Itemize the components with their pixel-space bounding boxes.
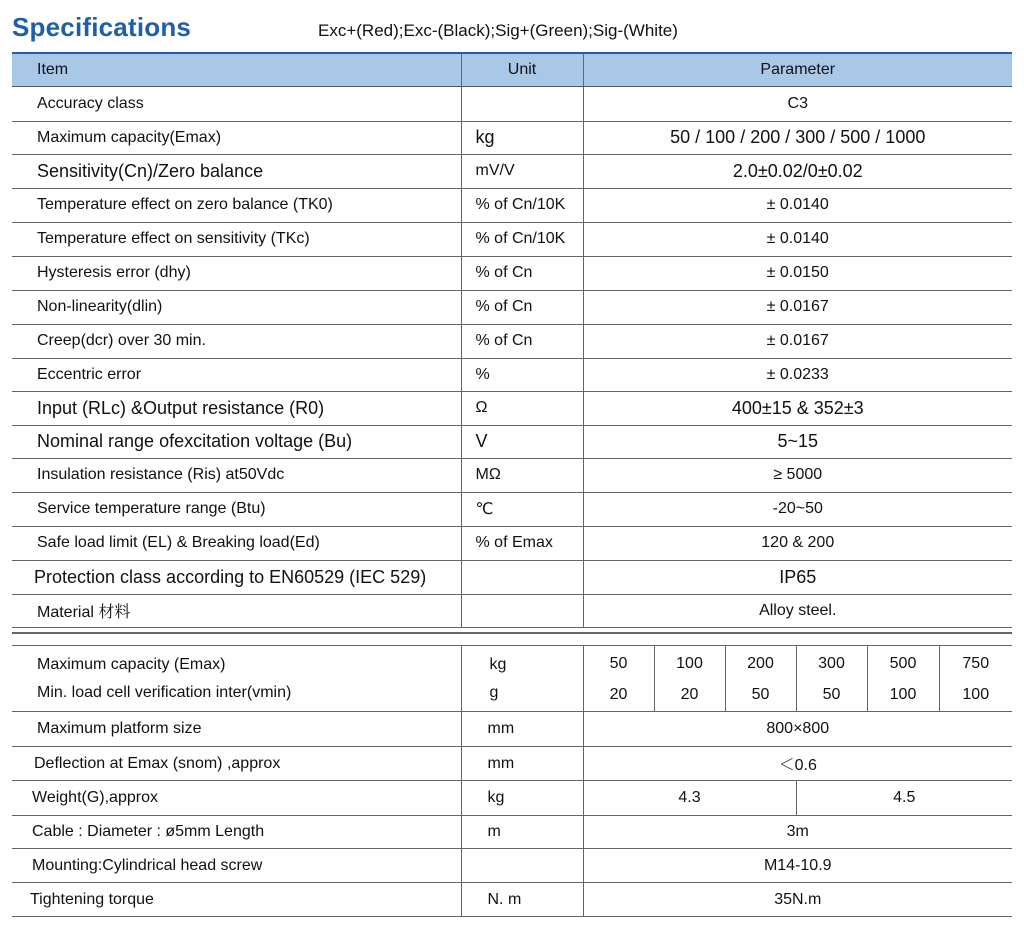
row-item: Weight(G),approx (12, 781, 461, 816)
table-row (12, 747, 1012, 781)
row-unit: mV/V (461, 154, 583, 188)
row-unit: m (461, 816, 583, 849)
row-param: 800×800 (583, 712, 1012, 747)
row-item: Accuracy class (12, 86, 461, 121)
row-item: Tightening torque (12, 883, 461, 917)
header-unit: Unit (461, 54, 583, 86)
row-item: Non-linearity(dlin) (12, 290, 461, 324)
table-row (12, 492, 1012, 526)
row-item: Mounting:Cylindrical head screw (12, 849, 461, 883)
table-row (12, 883, 1012, 917)
row-unit: V (461, 425, 583, 458)
row-param: 50 / 100 / 200 / 300 / 500 / 1000 (583, 121, 1012, 154)
row-param: 400±15 & 352±3 (583, 391, 1012, 425)
row-param: 120 & 200 (583, 526, 1012, 560)
table-row (12, 458, 1012, 492)
vmin-value: 50 (751, 685, 770, 703)
header-item: Item (12, 54, 461, 86)
capacity-unit-cell (461, 646, 583, 712)
spec-table-platform (12, 645, 1012, 917)
row-param: 5~15 (583, 425, 1012, 458)
capacity-column (654, 646, 725, 712)
row-unit: Ω (461, 391, 583, 425)
table-row (12, 86, 1012, 121)
table-row (12, 290, 1012, 324)
table-row (12, 849, 1012, 883)
vmin-value: 100 (889, 685, 917, 703)
vmin-value: 20 (680, 685, 699, 703)
row-unit: % of Cn (461, 256, 583, 290)
row-item: Nominal range ofexcitation voltage (Bu) (12, 425, 461, 458)
row-item: Eccentric error (12, 358, 461, 391)
table-row (12, 526, 1012, 560)
row-item: Input (RLc) &Output resistance (R0) (12, 391, 461, 425)
row-param: Alloy steel. (583, 594, 1012, 627)
row-unit: % of Cn/10K (461, 222, 583, 256)
emax-value: 750 (962, 654, 990, 672)
header-parameter: Parameter (583, 54, 1012, 86)
row-unit: MΩ (461, 458, 583, 492)
table-row (12, 188, 1012, 222)
row-item: Temperature effect on zero balance (TK0) (12, 188, 461, 222)
row-unit: kg (461, 121, 583, 154)
row-param: IP65 (583, 560, 1012, 594)
capacity-column (583, 646, 654, 712)
row-item: Temperature effect on sensitivity (TKc) (12, 222, 461, 256)
row-param: C3 (583, 86, 1012, 121)
row-unit: N. m (461, 883, 583, 917)
row-item: Maximum capacity(Emax) (12, 121, 461, 154)
row-item: Insulation resistance (Ris) at50Vdc (12, 458, 461, 492)
row-unit (461, 86, 583, 121)
row-param: ± 0.0167 (583, 290, 1012, 324)
row-param: 3m (583, 816, 1012, 849)
row-item: Service temperature range (Btu) (12, 492, 461, 526)
table-row (12, 781, 1012, 816)
vmin-unit: g (489, 683, 499, 701)
row-param: ± 0.0150 (583, 256, 1012, 290)
capacity-item-label: Maximum capacity (Emax) (37, 655, 226, 673)
row-param: M14-10.9 (583, 849, 1012, 883)
table-row (12, 222, 1012, 256)
row-unit: % (461, 358, 583, 391)
vmin-value: 100 (962, 685, 990, 703)
row-item: Safe load limit (EL) & Breaking load(Ed) (12, 526, 461, 560)
capacity-row (12, 646, 1012, 712)
row-param: ± 0.0140 (583, 222, 1012, 256)
page-title: Specifications (12, 12, 192, 42)
table-row (12, 425, 1012, 458)
row-unit: kg (461, 781, 583, 816)
row-unit: % of Cn/10K (461, 188, 583, 222)
table-row (12, 358, 1012, 391)
capacity-column (796, 646, 867, 712)
vmin-item-label: Min. load cell verification inter(vmin) (37, 683, 292, 701)
table-row (12, 121, 1012, 154)
row-item: Material 材料 (12, 594, 461, 627)
row-unit (461, 594, 583, 627)
section-divider (12, 632, 1012, 634)
table-row (12, 324, 1012, 358)
capacity-column (939, 646, 1012, 712)
row-unit: mm (461, 747, 583, 781)
emax-value: 200 (747, 654, 774, 672)
spec-table-main (12, 54, 1012, 628)
row-param: ± 0.0140 (583, 188, 1012, 222)
emax-value: 50 (609, 654, 628, 672)
row-param: ± 0.0167 (583, 324, 1012, 358)
capacity-unit: kg (489, 655, 507, 673)
row-unit: % of Cn (461, 324, 583, 358)
row-unit: mm (461, 712, 583, 747)
weight-left: 4.3 (583, 781, 796, 816)
table-row (12, 391, 1012, 425)
row-unit (461, 560, 583, 594)
table-row (12, 816, 1012, 849)
row-item: Cable : Diameter : ø5mm Length (12, 816, 461, 849)
row-param: ± 0.0233 (583, 358, 1012, 391)
vmin-value: 50 (822, 685, 841, 703)
table-row (12, 154, 1012, 188)
row-param: 35N.m (583, 883, 1012, 917)
row-unit: ℃ (461, 492, 583, 526)
vmin-value: 20 (609, 685, 628, 703)
capacity-item-cell (12, 646, 461, 712)
emax-value: 500 (889, 654, 917, 672)
capacity-column (867, 646, 939, 712)
emax-value: 100 (676, 654, 703, 672)
row-item: Creep(dcr) over 30 min. (12, 324, 461, 358)
weight-right: 4.5 (796, 781, 1012, 816)
row-param: ＜0.6 (583, 747, 1012, 781)
row-unit (461, 849, 583, 883)
row-param: -20~50 (583, 492, 1012, 526)
table-row (12, 560, 1012, 594)
table-row (12, 594, 1012, 627)
table-header-row (12, 54, 1012, 86)
row-unit: % of Cn (461, 290, 583, 324)
row-item: Protection class according to EN60529 (IEC 529) (12, 560, 461, 594)
capacity-column (725, 646, 796, 712)
row-item: Sensitivity(Cn)/Zero balance (12, 154, 461, 188)
table-row (12, 256, 1012, 290)
row-param: ≥ 5000 (583, 458, 1012, 492)
row-param: 2.0±0.02/0±0.02 (583, 154, 1012, 188)
table-row (12, 712, 1012, 747)
row-item: Deflection at Emax (snom) ,approx (12, 747, 461, 781)
row-item: Hysteresis error (dhy) (12, 256, 461, 290)
row-item: Maximum platform size (12, 712, 461, 747)
emax-value: 300 (818, 654, 845, 672)
row-unit: % of Emax (461, 526, 583, 560)
wiring-note: Exc+(Red);Exc-(Black);Sig+(Green);Sig-(White) (318, 21, 678, 40)
